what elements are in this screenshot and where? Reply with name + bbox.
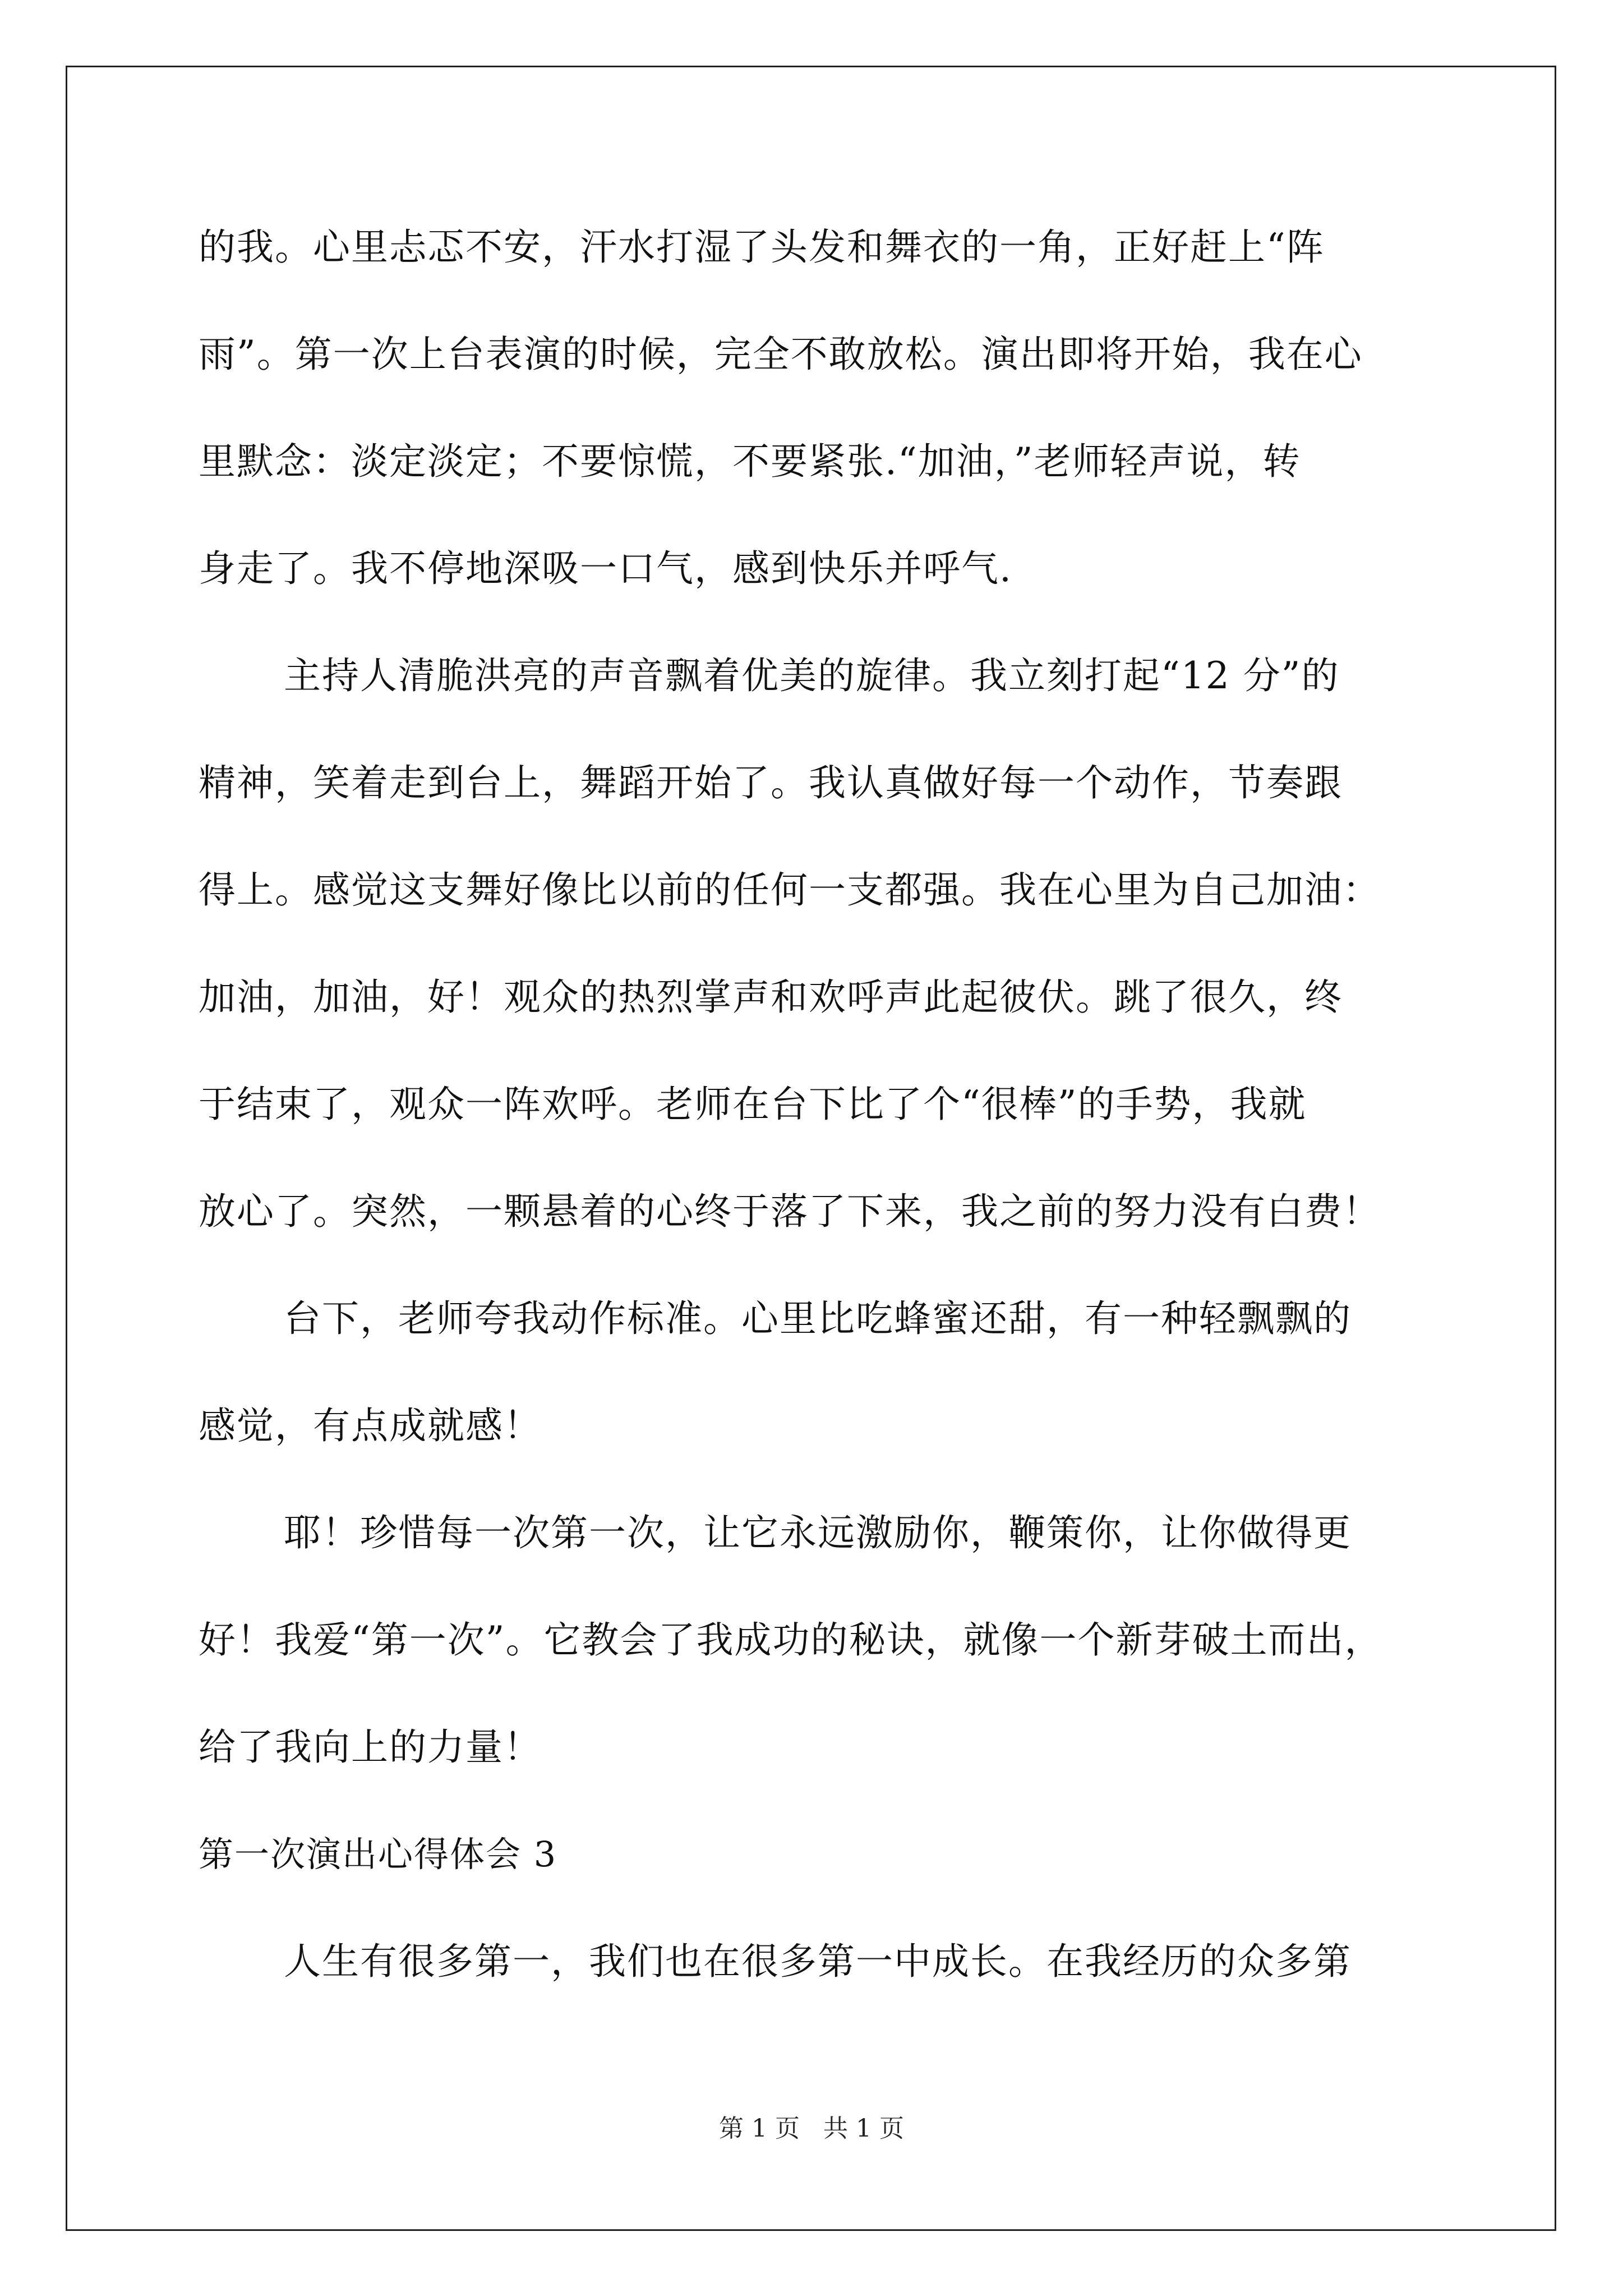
document-body: [199, 211, 1427, 2033]
text-line: 好！我爱“第一次”。它教会了我成功的秘诀，就像一个新芽破土而出，: [199, 1618, 1383, 1662]
text-line: 身走了。我不停地深吸一口气，感到快乐并呼气.: [199, 547, 1012, 590]
text-line: 加油，加油，好！观众的热烈掌声和欢呼声此起彼伏。跳了很久，终: [199, 976, 1343, 1019]
text-line: 的我。心里忐忑不安，汗水打湿了头发和舞衣的一角，正好赶上“阵: [199, 226, 1325, 269]
text-line: 雨”。第一次上台表演的时候，完全不敢放松。演出即将开始，我在心: [199, 333, 1363, 376]
page-footer: 第 1 页 共 1 页: [719, 2114, 904, 2143]
section-heading: 第一次演出心得体会 3: [199, 1834, 557, 1875]
text-line: 人生有很多第一，我们也在很多第一中成长。在我经历的众多第: [284, 1940, 1352, 1983]
text-line: 放心了。突然，一颗悬着的心终于落了下来，我之前的努力没有白费！: [199, 1190, 1381, 1233]
text-line: 耶！珍惜每一次第一次，让它永远激励你，鞭策你，让你做得更: [284, 1511, 1352, 1554]
text-line: 得上。感觉这支舞好像比以前的任何一支都强。我在心里为自己加油：: [199, 868, 1381, 912]
text-line: 精神，笑着走到台上，舞蹈开始了。我认真做好每一个动作，节奏跟: [199, 761, 1343, 804]
text-line: 给了我向上的力量！: [199, 1726, 542, 1769]
text-line: 台下，老师夸我动作标准。心里比吃蜂蜜还甜，有一种轻飘飘的: [284, 1297, 1352, 1340]
text-line: 主持人清脆洪亮的声音飘着优美的旋律。我立刻打起“12 分”的: [284, 654, 1340, 697]
text-line: 感觉，有点成就感！: [199, 1404, 542, 1447]
text-line: 里默念：淡定淡定；不要惊慌，不要紧张.“加油，”老师轻声说，转: [199, 440, 1301, 483]
text-line: 于结束了，观众一阵欢呼。老师在台下比了个“很棒”的手势，我就: [199, 1083, 1307, 1126]
